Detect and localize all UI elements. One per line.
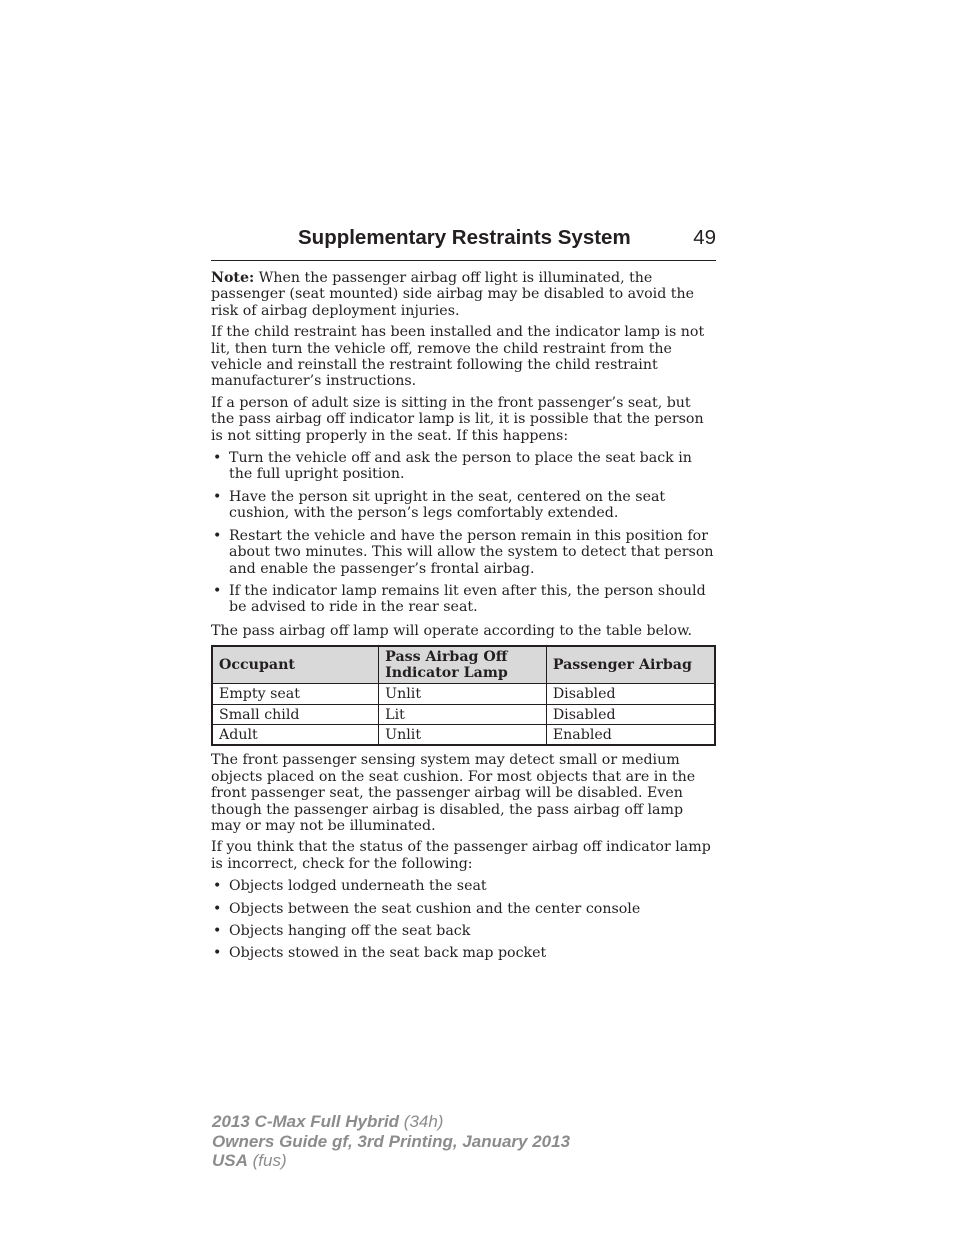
table-cell: Lit (379, 704, 547, 724)
table-intro-paragraph: The pass airbag off lamp will operate according to the table below. (211, 622, 693, 639)
sensing-system-paragraph: The front passenger sensing system may detect small or medium objects placed on the seat cushion. For most objects that are in the front passenger seat, the passenger airbag will be disabled. Even though the passenger airbag is disabled, the pass airbag off lamp may or may not be illuminated. (211, 752, 696, 834)
footer-line-market (212, 1151, 570, 1171)
list-item (211, 489, 716, 522)
adult-size-paragraph: If a person of adult size is sitting in the front passenger’s seat, but the pass airbag off indicator lamp is lit, it is possible that the person is not sitting properly in the seat. If this happens: (211, 394, 704, 444)
table-row (212, 724, 715, 745)
bullet-icon: • (213, 945, 222, 962)
table-header-row (212, 646, 715, 684)
list-item-text: Restart the vehicle and have the person remain in this position for about two minutes. This will allow the system to detect that person and enable the passenger’s frontal airbag. (229, 527, 714, 577)
note-text: When the passenger airbag off light is illuminated, the passenger (seat mounted) side airbag may be disabled to avoid the risk of airbag deployment injuries. (211, 270, 695, 319)
bullet-icon: • (213, 582, 222, 599)
manual-page (211, 226, 716, 962)
list-item (211, 878, 716, 894)
list-item (211, 901, 716, 917)
bullet-icon: • (213, 450, 222, 467)
page-header (211, 226, 716, 261)
list-item-text: Objects hanging off the seat back (229, 923, 471, 939)
table-cell: Unlit (379, 684, 547, 704)
footer-line-printing (212, 1132, 570, 1152)
list-item (211, 945, 716, 961)
airbag-status-table (211, 645, 716, 746)
footer-model-code: (34h) (399, 1112, 444, 1131)
bullet-icon: • (213, 900, 222, 917)
page-footer (212, 1112, 570, 1171)
table-cell: Small child (212, 704, 379, 724)
table-row (212, 684, 715, 704)
list-item-text: Turn the vehicle off and ask the person to place the seat back in the full upright position. (229, 450, 692, 483)
objects-checklist (211, 878, 716, 962)
page-number: 49 (693, 226, 716, 249)
table-cell: Disabled (546, 704, 715, 724)
table-cell: Enabled (546, 724, 715, 745)
footer-market-code: (fus) (247, 1151, 287, 1170)
correction-steps-list (211, 450, 716, 616)
list-item-text: Have the person sit upright in the seat, centered on the seat cushion, with the person’s legs comfortably extended. (229, 488, 666, 522)
table-cell: Empty seat (212, 684, 379, 704)
list-item-text: If the indicator lamp remains lit even after this, the person should be advised to ride in the rear seat. (229, 582, 706, 616)
bullet-icon: • (213, 878, 222, 895)
note-paragraph (211, 270, 716, 319)
list-item (211, 583, 716, 616)
table-cell: Adult (212, 724, 379, 745)
footer-printing: Owners Guide gf, 3rd Printing, January 2013 (212, 1131, 571, 1151)
list-item (211, 528, 716, 577)
table-cell: Disabled (546, 684, 715, 704)
bullet-icon: • (213, 527, 222, 544)
note-label: Note: (211, 270, 255, 286)
list-item-text: Objects between the seat cushion and the center console (229, 900, 641, 917)
table-cell: Unlit (379, 724, 547, 745)
table-row (212, 704, 715, 724)
list-item (211, 923, 716, 939)
column-header-passenger-airbag: Passenger Airbag (546, 646, 715, 684)
child-restraint-paragraph: If the child restraint has been installed and the indicator lamp is not lit, then turn the vehicle off, remove the child restraint from the vehicle and reinstall the restraint following the child restraint manufacturer’s instructions. (211, 324, 705, 390)
bullet-icon: • (213, 488, 222, 505)
footer-line-model (212, 1112, 570, 1132)
footer-model: 2013 C-Max Full Hybrid (212, 1112, 400, 1131)
bullet-icon: • (213, 923, 222, 939)
list-item (211, 450, 716, 483)
section-title: Supplementary Restraints System (298, 226, 631, 249)
status-check-paragraph: If you think that the status of the passenger airbag off indicator lamp is incorrect, check for the following: (211, 839, 711, 872)
column-header-occupant: Occupant (212, 646, 379, 684)
list-item-text: Objects lodged underneath the seat (229, 878, 487, 895)
list-item-text: Objects stowed in the seat back map pocket (229, 945, 547, 962)
footer-market: USA (212, 1151, 248, 1170)
column-header-indicator-lamp: Pass Airbag Off Indicator Lamp (379, 646, 547, 684)
